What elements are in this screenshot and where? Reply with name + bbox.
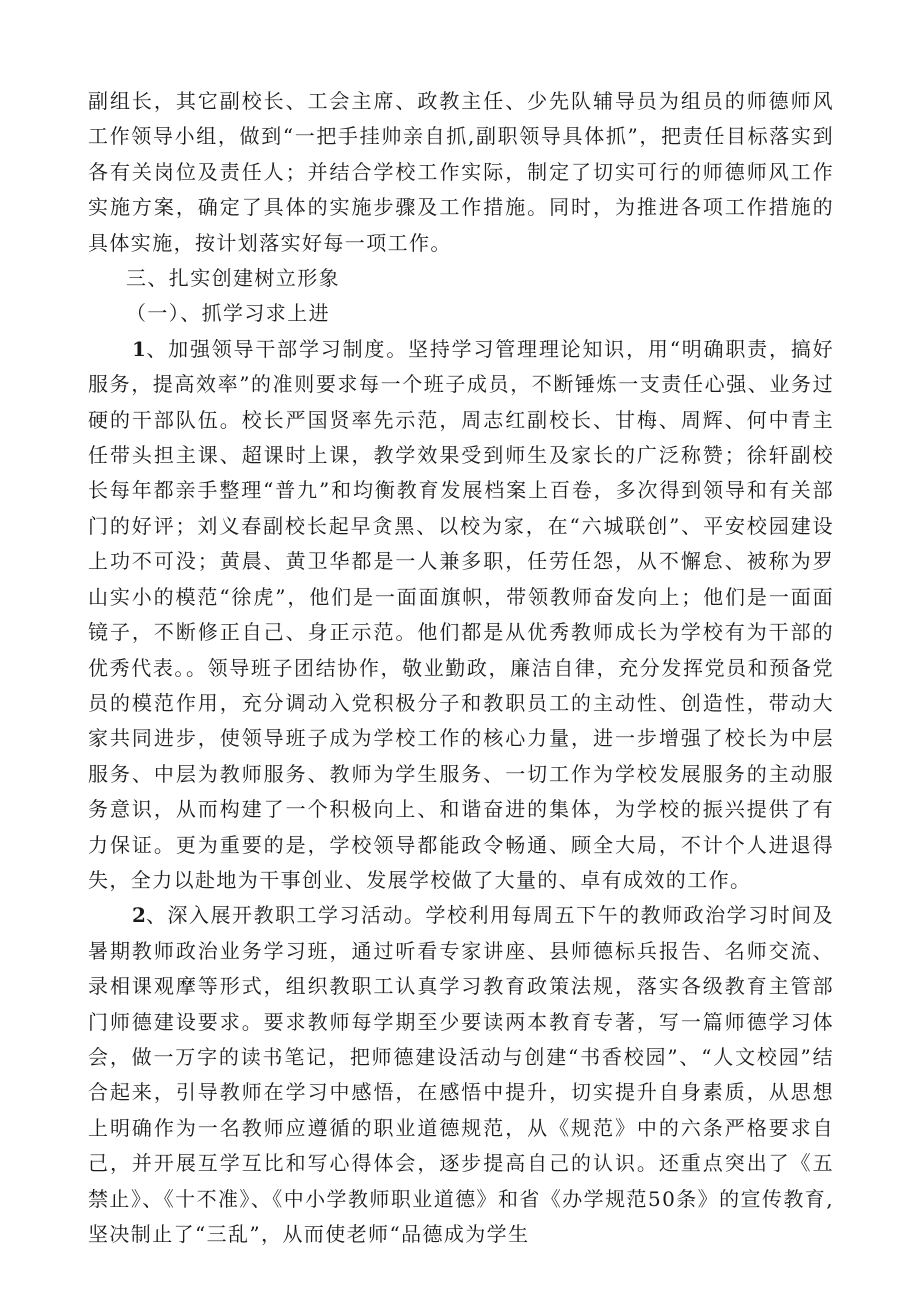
paragraph-number: 1: [132, 336, 146, 361]
numbered-paragraph-2: [88, 898, 834, 1252]
subsection-heading: [88, 296, 834, 331]
section-heading: [88, 261, 834, 296]
paragraph-text: 副组长，其它副校长、工会主席、政教主任、少先队辅导员为组员的师德师风工作领导小组，做到“一把手挂帅亲自抓,副职领导具体抓”，把责任目标落实到各有关岗位及责任人；并结合学校工作实际，制定了切实可行的师德师风工作实施方案，确定了具体的实施步骤及工作措施。同时，为推进各项工作措施的具体实施，按计划落实好每一项工作。: [88, 89, 834, 255]
paragraph-text: 、加强领导干部学习制度。坚持学习管理理论知识，用“明确职责，搞好服务，提高效率”的准则要求每一个班子成员，不断锤炼一支责任心强、业务过硬的干部队伍。校长严国贤率先示范，周志红副校长、甘梅、周辉、何中青主任带头担主课、超课时上课，教学效果受到师生及家长的广泛称赞；徐轩副校长每年都亲手整理“普九”和均衡教育发展档案上百卷，多次得到领导和有关部门的好评；刘义春副校长起早贪黑、以校为家，在“六城联创”、平安校园建设上功不可没；黄晨、黄卫华都是一人兼多职，任劳任怨，从不懈怠、被称为罗山实小的模范“徐虎”，他们是一面面旗帜，带领教师奋发向上；他们是一面面镜子，不断修正自己、身正示范。他们都是从优秀教师成长为学校有为干部的优秀代表。。领导班子团结协作，敬业勤政，廉洁自律，充分发挥党员和预备党员的模范作用，充分调动入党积极分子和教职员工的主动性、创造性，带动大家共同进步，使领导班子成为学校工作的核心力量，进一步增强了校长为中层服务、中层为教师服务、教师为学生服务、一切工作为学校发展服务的主动服务意识，从而构建了一个积极向上、和谐奋进的集体，为学校的振兴提供了有力保证。更为重要的是，学校领导都能政令畅通、顾全大局，不计个人进退得失，全力以赴地为干事创业、发展学校做了大量的、卓有成效的工作。: [88, 336, 834, 892]
subheading-text: （一）、抓学习求上进: [126, 301, 330, 326]
heading-text: 三、扎实创建树立形象: [126, 266, 340, 291]
numbered-paragraph-1: [88, 332, 834, 899]
paragraph-number: 2: [132, 903, 146, 928]
paragraph-continuation: [88, 84, 834, 261]
paragraph-text: 、深入展开教职工学习活动。学校利用每周五下午的教师政治学习时间及暑期教师政治业务学习班，通过听看专家讲座、县师德标兵报告、名师交流、录相课观摩等形式，组织教职工认真学习教育政策法规，落实各级教育主管部门师德建设要求。要求教师每学期至少要读两本教育专著，写一篇师德学习体会，做一万字的读书笔记，把师德建设活动与创建“书香校园”、“人文校园”结合起来，引导教师在学习中感悟，在感悟中提升，切实提升自身素质，从思想上明确作为一名教师应遵循的职业道德规范，从《规范》中的六条严格要求自己，并开展互学互比和写心得体会，逐步提高自己的认识。还重点突出了《五禁止》、《十不准》、《中小学教师职业道德》和省《办学规范50条》的宣传教育,坚决制止了“三乱”，从而使老师“品德成为学生: [88, 903, 834, 1246]
